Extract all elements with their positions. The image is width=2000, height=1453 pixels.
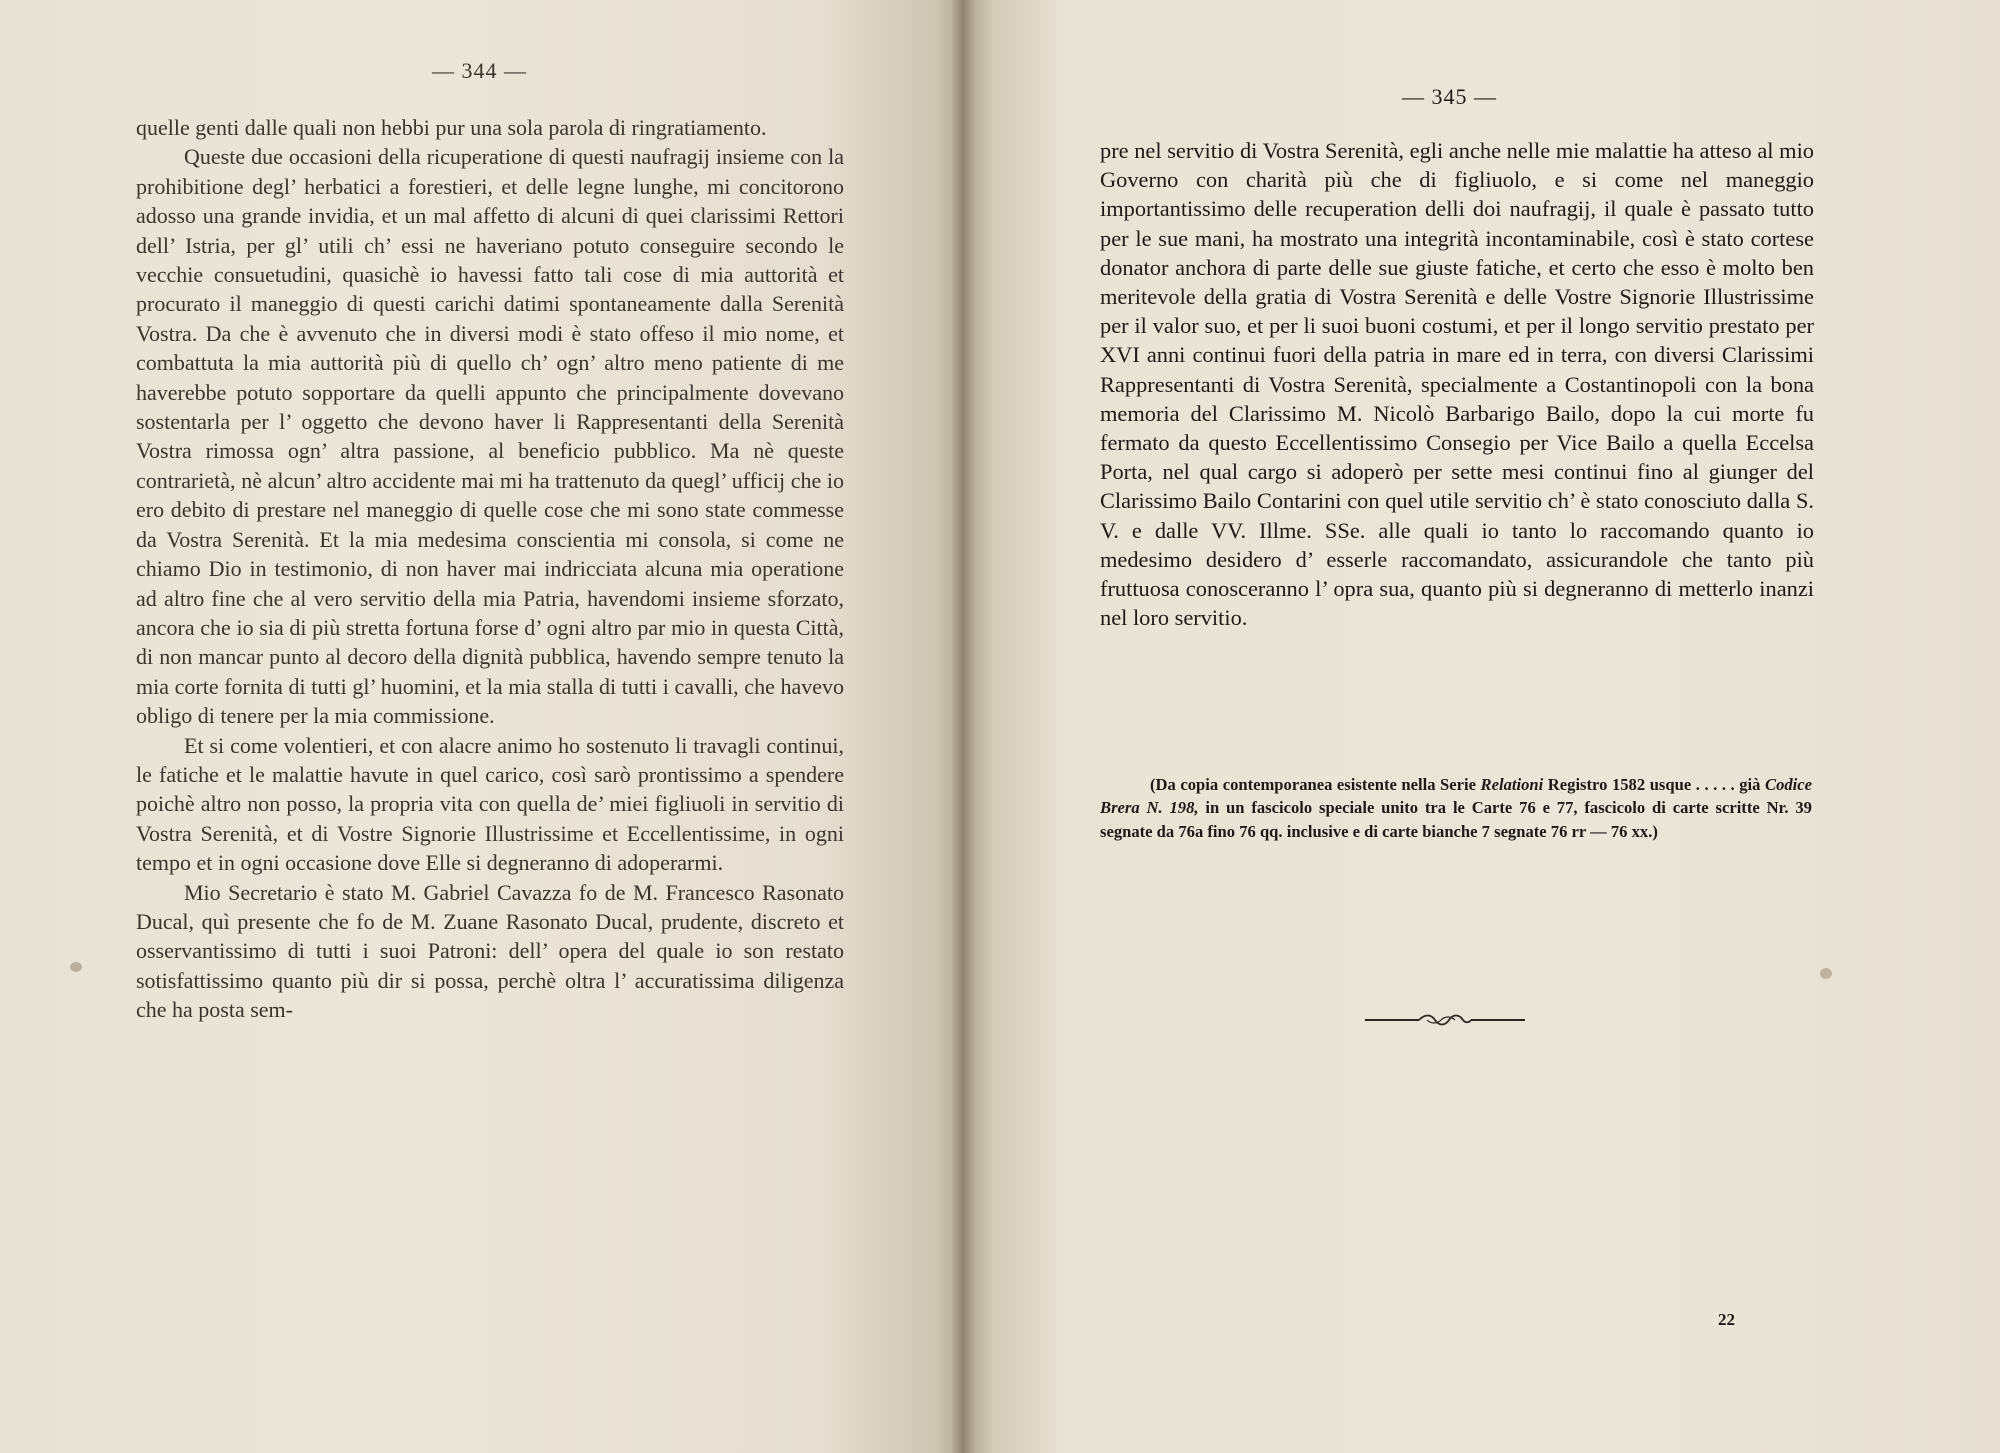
paragraph: pre nel servitio di Vostra Serenità, egli anche nelle mie malattie ha atteso al mio Governo con charità più che di figliuolo, e si come nel maneggio importantissimo delle recuperation delli doi naufragij, il quale è passato tutto per le sue mani, ha mostrato una integrità incontaminabile, così è stato cortese donator anchora di parte delle sue giuste fatiche, et certo che esso è molto ben meritevole della gratia di Vostra Serenità e delle Vostre Signorie Illustrissime per il valor suo, et per li suoi buoni costumi, et per il longo servitio prestato per XVI anni continui fuori della patria in mare ed in terra, con diversi Clarissimi Rappresentanti di Vostra Serenità, specialmente a Costantinopoli con la bona memoria del Clarissimo M. Nicolò Barbarigo Bailo, dopo la cui morte fu fermato da questo Eccellentissimo Consegio per Vice Bailo a quella Eccelsa Porta, nel qual cargo si adoperò per sette mesi continui fino al giunger del Clarissimo Bailo Contarini con quel utile servitio ch’ è stato conosciuto dalla S. V. e dalle VV. Illme. SSe. alle quali io tanto lo raccomando quanto io medesimo desidero d’ esserle raccomandato, assicurandole che tanto più fruttuosa conosceranno l’ opra sua, quanto più si degneranno di metterlo inanzi nel loro servitio. (1100, 138, 1814, 631)
note-text: (Da copia contemporanea esistente nella Serie (1150, 775, 1481, 794)
right-page-text (1100, 136, 1814, 632)
codex-reference: Codice Brera N. 198, (1100, 775, 1813, 818)
signature-mark: 22 (1718, 1310, 1735, 1329)
paper-stain (1820, 968, 1832, 979)
source-note (1100, 773, 1812, 843)
paragraph: Mio Secretario è stato M. Gabriel Cavazza fo de M. Francesco Rasonato Ducal, quì presente che fo de M. Zuane Rasonato Ducal, prudente, discreto et osservantissimo di tutti i suoi Patroni: dell’ opera del quale io son restato sotisfattissimo quanto più dir si possa, perchè oltra l’ accuratissima diligenza che ha posta sem- (136, 879, 844, 1023)
note-text: Registro 1582 usque . . . . . già (1543, 775, 1765, 794)
book-gutter (952, 0, 974, 1453)
page-number-right: — 345 — (1402, 84, 1497, 109)
paragraph: Et si come volentieri, et con alacre animo ho sostenuto li travagli continui, le fatiche et le malattie havute in quel carico, così sarò prontissimo a spendere poichè altro non posso, la propria vita con quella de’ miei figliuoli in servitio di Vostra Serenità, et di Vostre Signorie Illustrissime et Eccellentissime, in ogni tempo et in ogni occasione dove Elle si degneranno di adoperarmi. (136, 732, 844, 876)
fleuron-ornament (1365, 1008, 1525, 1032)
series-name: Relationi (1480, 775, 1544, 794)
paragraph: quelle genti dalle quali non hebbi pur una sola parola di ringratiamento. (136, 115, 767, 140)
left-page-text (136, 113, 844, 1025)
paper-stain (70, 962, 82, 972)
paragraph: Queste due occasioni della ricuperatione di questi naufragij insieme con la prohibitione degl’ herbatici a forestieri, et delle legne lunghe, mi concitorono adosso una grande invidia, et un mal affetto di alcuni di quei clarissimi Rettori dell’ Istria, per gl’ utili ch’ essi ne haveriano potuto conseguire secondo le vecchie consuetudini, quasichè io havessi fatto tali cose di mia auttorità et procurato il maneggio di questi carichi datimi spontaneamente dalla Serenità Vostra. Da che è avvenuto che in diversi modi è stato offeso il mio nome, et combattuta la mia auttorità più di quello ch’ ogn’ altro meno patiente di me haverebbe potuto sopportare da quelli appunto che principalmente dovevano sostentarla per l’ oggetto che devono haver li Rappresentanti della Serenità Vostra rimossa ogn’ altra passione, al beneficio pubblico. Ma nè queste contrarietà, nè alcun’ altro accidente mai mi ha trattenuto da quegl’ ufficij che io ero debito di prestare nel maneggio di quelle cose che mi sono state commesse da Vostra Serenità. Et la mia medesima conscientia mi consola, si come ne chiamo Dio in testimonio, di non haver mai indricciata alcuna mia operatione ad altro fine che al vero servitio della mia Patria, havendomi insieme sforzato, ancora che io sia di più stretta fortuna forse d’ ogni altro par mio in questa Città, di non mancar punto al decoro della dignità pubblica, havendo sempre tenuto la mia corte fornita di tutti gl’ huomini, et la mia stalla di tutti i cavalli, che havevo obligo di tenere per la mia commissione. (136, 144, 844, 729)
note-text: in un fascicolo speciale unito tra le Carte 76 e 77, fascicolo di carte scritte Nr. 39 segnate da 76a fino 76 qq. inclusive e di carte bianche 7 segnate 76 rr — 76 xx.) (1100, 798, 1812, 841)
page-number-left: — 344 — (432, 58, 527, 83)
